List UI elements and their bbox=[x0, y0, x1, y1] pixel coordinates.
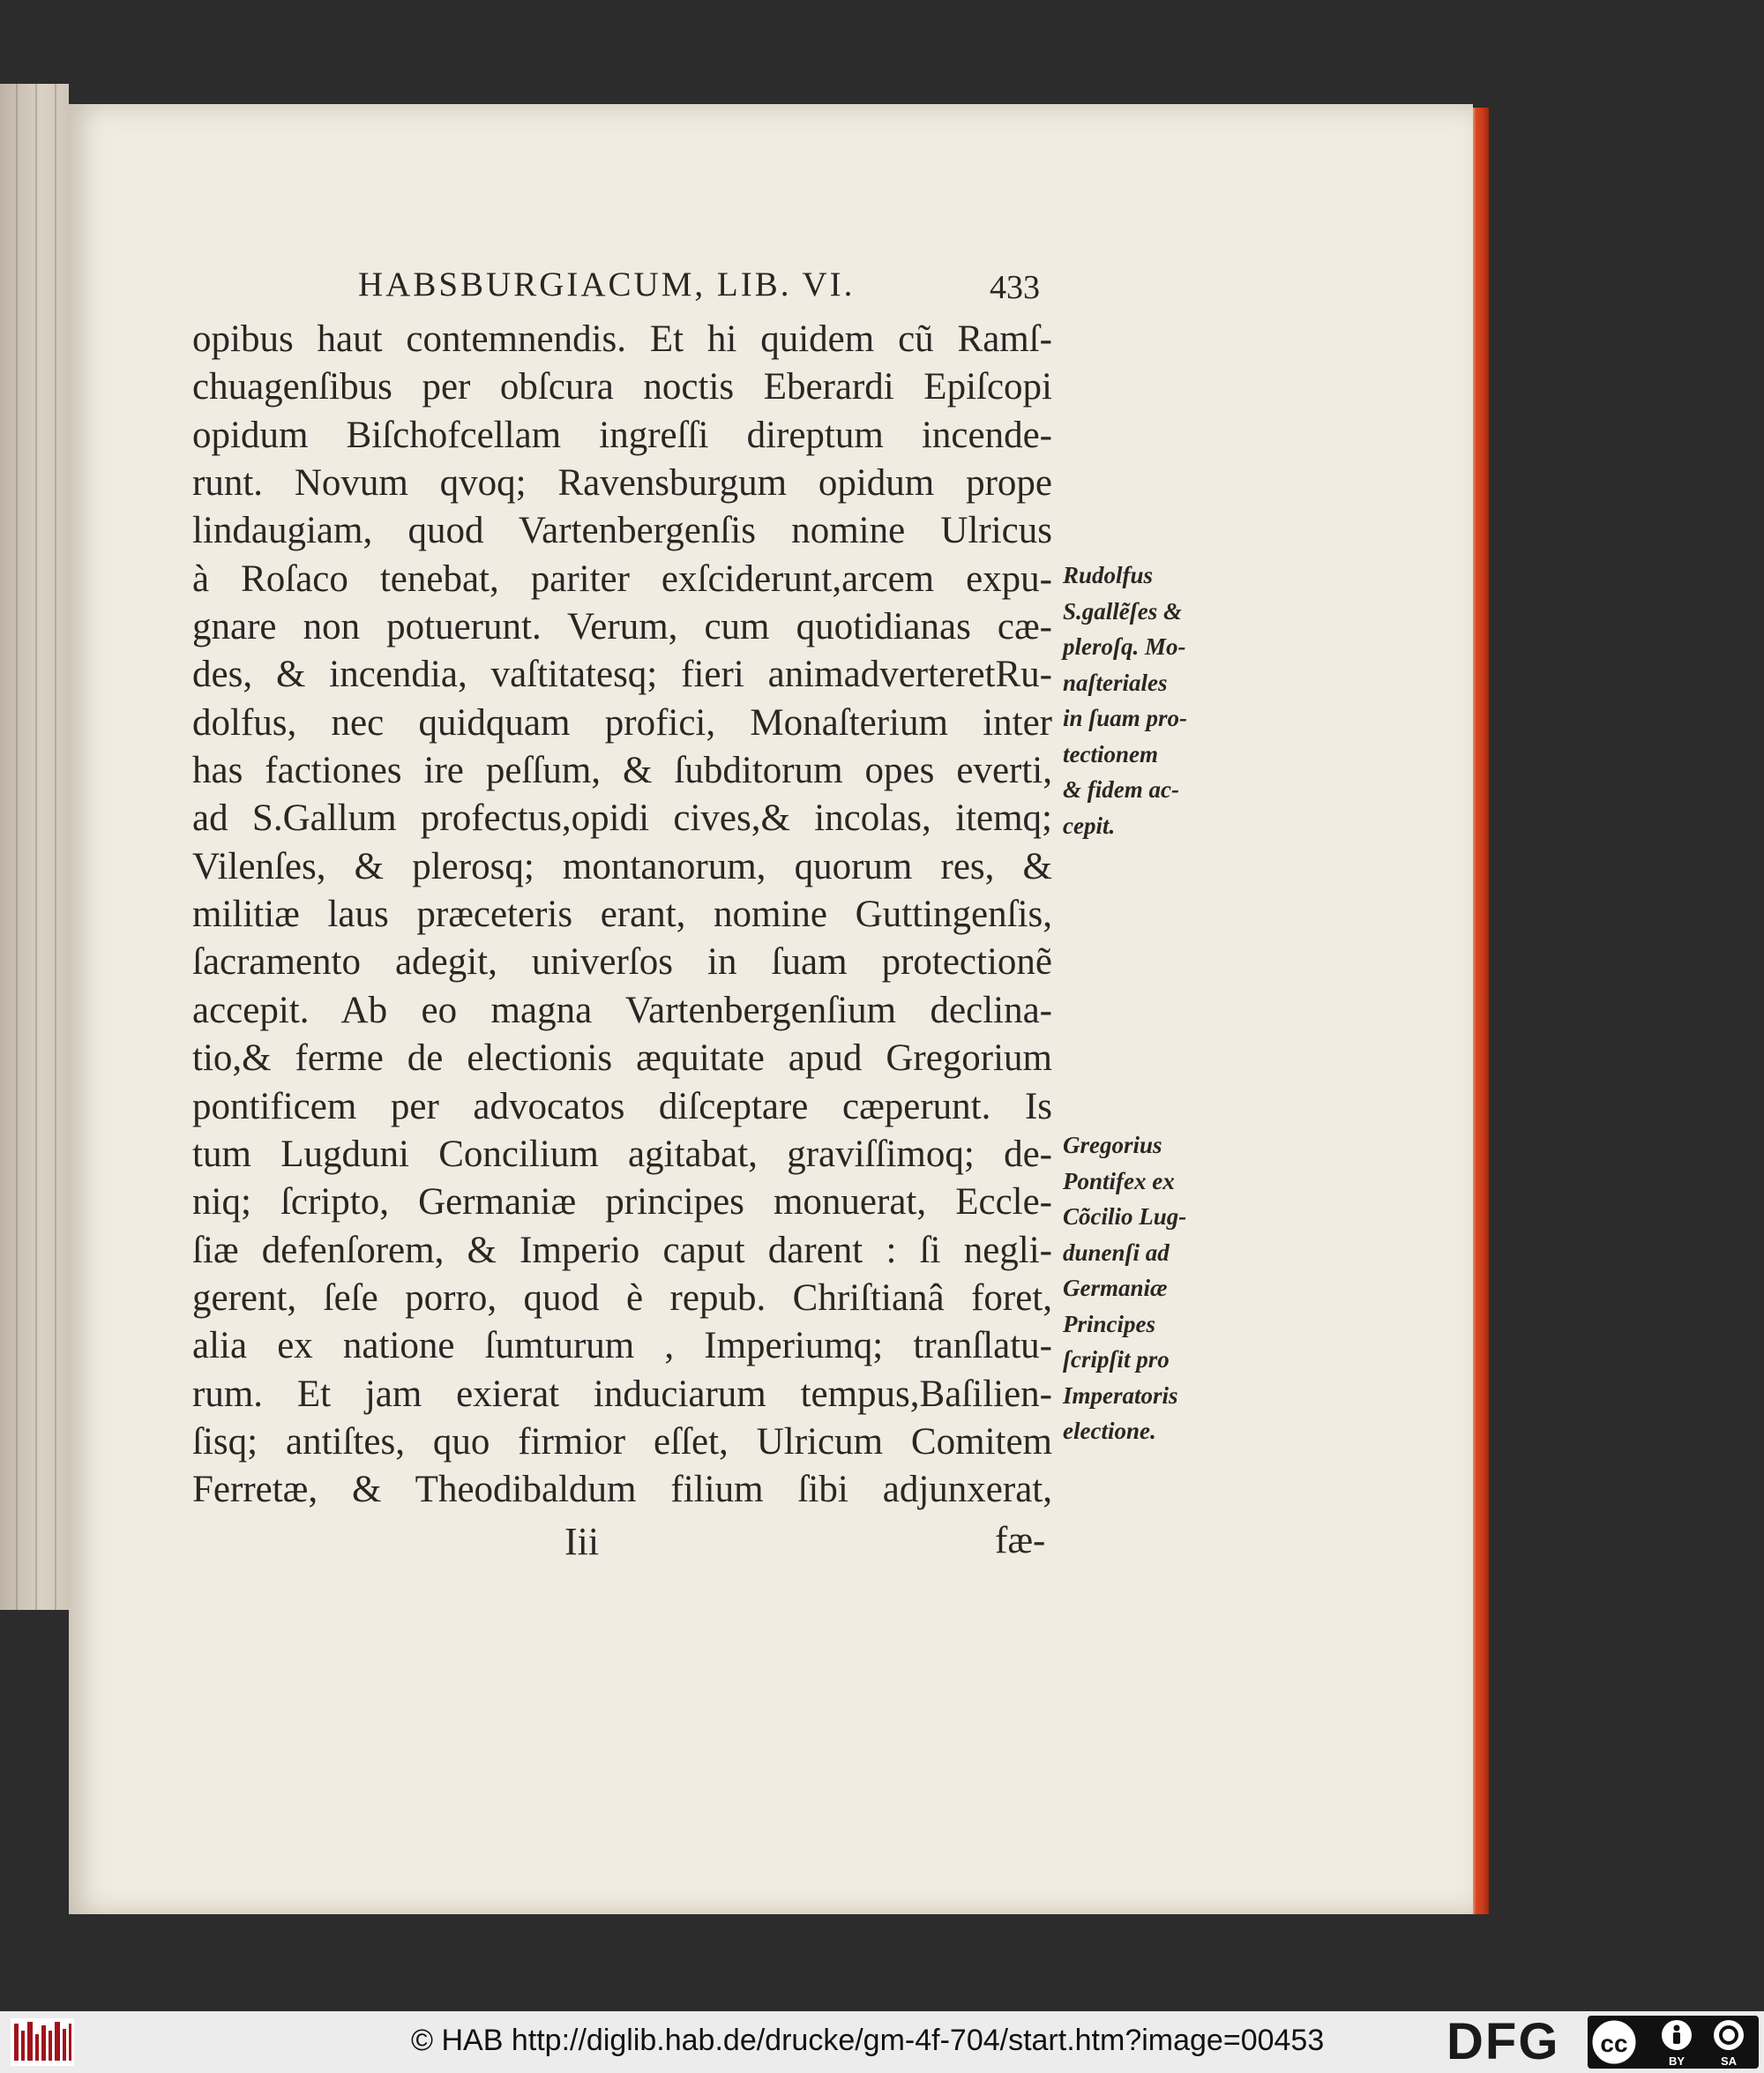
marginal-line: tectionem bbox=[1063, 740, 1158, 767]
footer-bar bbox=[0, 2011, 1764, 2073]
marginal-note-gregorius bbox=[1063, 1127, 1230, 1449]
text-line: Vilenſes, & plerosq; montanorum, quorum res, & bbox=[192, 845, 1052, 887]
text-line: chuagenſibus per obſcura noctis Eberardi Epiſcopi bbox=[192, 366, 1052, 408]
text-line: Ferretæ, & Theodibaldum filium ſibi adjunxerat, bbox=[192, 1469, 1052, 1511]
marginal-line: dunenſi ad bbox=[1063, 1239, 1170, 1266]
marginal-line: Principes bbox=[1063, 1310, 1155, 1337]
signature-mark: Iii bbox=[564, 1520, 600, 1563]
text-line: alia ex natione ſumturum , Imperiumq; tranſlatu- bbox=[192, 1325, 1052, 1367]
marginal-line: S.gallẽſes & bbox=[1063, 597, 1182, 625]
marginal-line: ſcripſit pro bbox=[1063, 1346, 1170, 1373]
marginal-line: Cõcilio Lug- bbox=[1063, 1203, 1187, 1230]
text-line: rum. Et jam exierat induciarum tempus,Baſilien- bbox=[192, 1373, 1052, 1415]
text-line: tum Lugduni Concilium agitabat, graviſſimoq; de- bbox=[192, 1133, 1052, 1175]
marginal-line: in ſuam pro- bbox=[1063, 705, 1188, 731]
barcode-icon[interactable] bbox=[11, 2018, 74, 2066]
text-line: des, & incendia, vaſtitatesq; fieri animadverteretRu- bbox=[192, 654, 1052, 696]
marginal-line: Imperatoris bbox=[1063, 1381, 1178, 1409]
text-line: gnare non potuerunt. Verum, cum quotidianas cæ- bbox=[192, 606, 1052, 648]
text-line: à Roſaco tenebat, pariter exſciderunt,arcem expu- bbox=[192, 558, 1052, 600]
marginal-line: naſteriales bbox=[1063, 669, 1168, 696]
marginal-note-rudolfus bbox=[1063, 558, 1230, 843]
source-url-text[interactable]: © HAB http://diglib.hab.de/drucke/gm-4f-704/start.htm?image=00453 bbox=[411, 2024, 1325, 2057]
marginal-line: electione. bbox=[1063, 1418, 1156, 1444]
text-line: ſiæ defenſorem, & Imperio caput darent : ſi negli- bbox=[192, 1229, 1052, 1271]
text-line: has factiones ire peſſum, & ſubditorum opes everti, bbox=[192, 750, 1052, 792]
dfg-logo: DFG bbox=[1446, 2013, 1560, 2070]
marginal-line: pleroſq. Mo- bbox=[1063, 633, 1186, 660]
text-line: ad S.Gallum profectus,opidi cives,& incolas, itemq; bbox=[192, 797, 1052, 840]
text-line: dolfus, nec quidquam profici, Monaſterium inter bbox=[192, 701, 1052, 744]
text-line: ſisq; antiſtes, quo firmior eſſet, Ulricum Comitem bbox=[192, 1420, 1052, 1463]
text-line: lindaugiam, quod Vartenbergenſis nomine Ulricus bbox=[192, 510, 1052, 552]
marginal-line: Germaniæ bbox=[1063, 1275, 1168, 1301]
text-line: ſacramento adegit, univerſos in ſuam protectionẽ bbox=[192, 941, 1052, 984]
marginal-line: & fidem ac- bbox=[1063, 776, 1179, 803]
main-text-block bbox=[192, 316, 1052, 1515]
running-head: HABSBURGIACUM, LIB. VI. bbox=[358, 266, 856, 303]
by-icon bbox=[1662, 2020, 1692, 2068]
adjacent-page-edge bbox=[0, 84, 69, 1610]
text-line: opibus haut contemnendis. Et hi quidem cũ Ramſ- bbox=[192, 318, 1052, 360]
marginal-line: Pontifex ex bbox=[1063, 1167, 1175, 1194]
text-line: accepit. Ab eo magna Vartenbergenſium declina- bbox=[192, 989, 1052, 1031]
page-number: 433 bbox=[990, 269, 1040, 306]
text-line: tio,& ferme de electionis æquitate apud Gregorium bbox=[192, 1037, 1052, 1080]
cc-icon bbox=[1591, 2019, 1637, 2065]
svg-text:cc: cc bbox=[1600, 2030, 1628, 2057]
sa-icon bbox=[1714, 2020, 1744, 2068]
marginal-line: cepit. bbox=[1063, 812, 1116, 839]
text-line: runt. Novum qvoq; Ravensburgum opidum prope bbox=[192, 462, 1052, 505]
marginal-line: Gregorius bbox=[1063, 1132, 1162, 1158]
marginal-line: Rudolfus bbox=[1063, 562, 1154, 588]
sa-label: SA bbox=[1720, 2054, 1738, 2068]
text-line: pontificem per advocatos diſceptare cæperunt. Is bbox=[192, 1085, 1052, 1127]
text-line: opidum Biſchofcellam ingreſſi direptum incende- bbox=[192, 414, 1052, 456]
catchword: fæ- bbox=[995, 1520, 1046, 1561]
text-line: gerent, ſeſe porro, quod è repub. Chriſtianâ foret, bbox=[192, 1276, 1052, 1319]
cc-license-badge[interactable] bbox=[1588, 2016, 1759, 2069]
text-line: niq; ſcripto, Germaniæ principes monuerat, Eccle- bbox=[192, 1181, 1052, 1224]
text-line: militiæ laus præceteris erant, nomine Guttingenſis, bbox=[192, 894, 1052, 936]
by-label: BY bbox=[1668, 2054, 1686, 2068]
